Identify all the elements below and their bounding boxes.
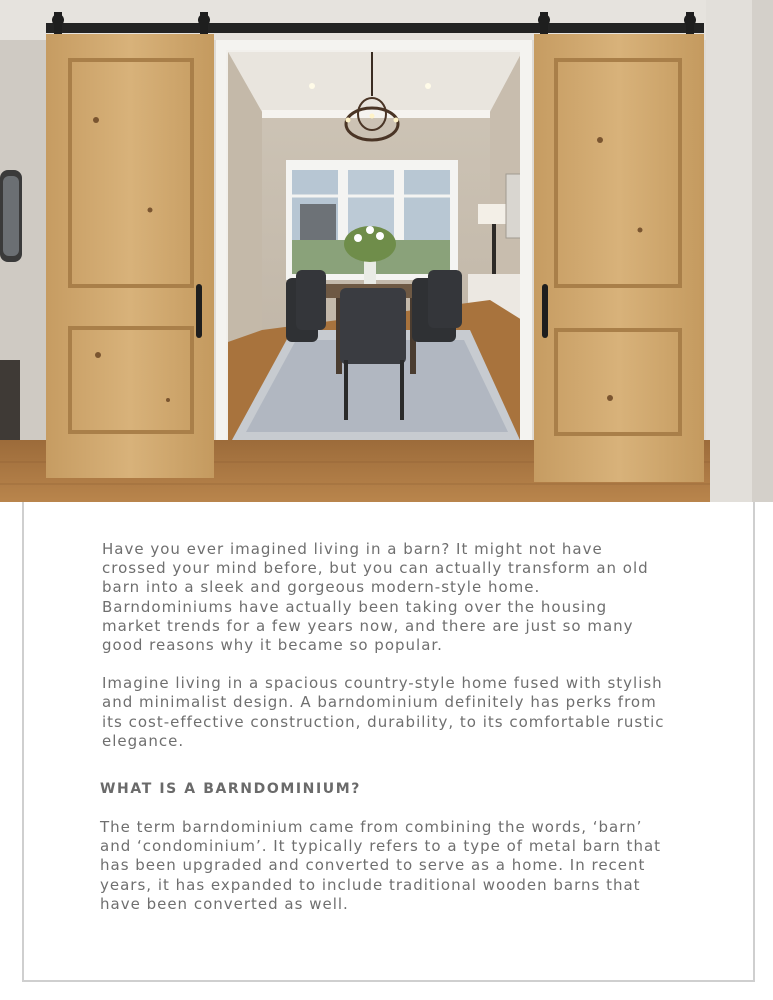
article-card xyxy=(22,502,755,982)
intro-paragraph: Have you ever imagined living in a barn? It might not have crossed your mind before, but you can actually transform an old barn into a sleek and gorgeous modern-style home. Barndominiums have actually been taking over the housing market trends for a few years now, and there are just so many good reasons why it became so popular. xyxy=(102,540,649,655)
definition-paragraph: The term barndominium came from combining the words, ‘barn’ and ‘condominium’. It typically refers to a type of metal barn that has been upgraded and converted to serve as a home. In recent years, it has expanded to include traditional wooden barns that have been converted as well. xyxy=(100,818,662,913)
section-heading: WHAT IS A BARNDOMINIUM? xyxy=(100,781,362,798)
second-paragraph: Imagine living in a spacious country-style home fused with stylish and minimalist design. A barndominium definitely has perks from its cost-effective construction, durability, to its comfortable rustic elegance. xyxy=(102,674,665,750)
article-body xyxy=(102,540,672,914)
